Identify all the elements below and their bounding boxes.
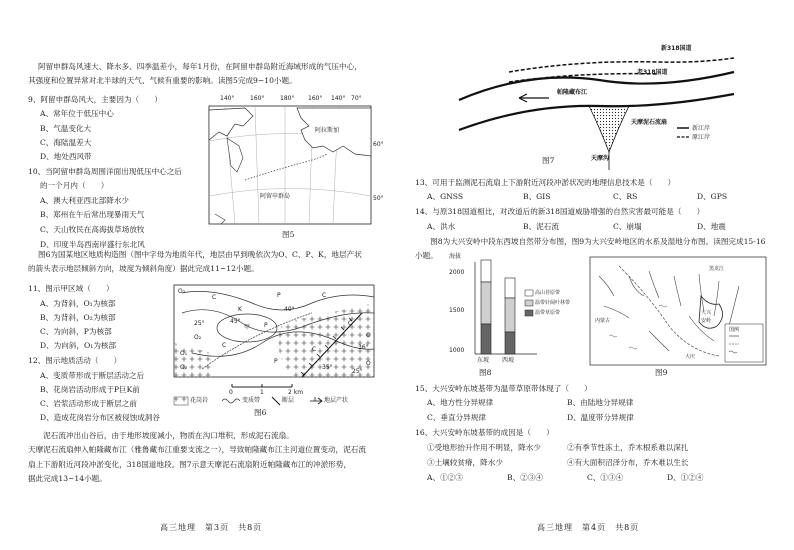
fig7-caption: 图7 bbox=[542, 156, 555, 165]
fig5-lon-1: 140° bbox=[220, 95, 235, 102]
fig9-place-daxing: 大兴 bbox=[701, 310, 712, 316]
fig6-legend-granite: 花岗岩 bbox=[190, 397, 209, 404]
passage-line-1: 泥石流冲出山谷后，由于地形坡度减小，物质在沟口堆积，形成泥石流扇。 bbox=[28, 431, 294, 440]
q16-statement-2: ②有季节性冻土，乔木根系难以深扎 bbox=[567, 443, 689, 452]
fig6-label-16: O bbox=[366, 360, 371, 367]
fig5-lon-4: 160° bbox=[308, 95, 323, 102]
figure-5-map bbox=[205, 95, 384, 224]
q10-stem-2: 的一个月内（ ） bbox=[40, 181, 109, 190]
q10-option-a: A、澳大利亚西北部降水少 bbox=[40, 196, 130, 205]
q15-option-c: C、垂直分异规律 bbox=[427, 413, 486, 422]
fig6-legend-fault: 断层 bbox=[282, 397, 295, 404]
fig8-intro-1: 图8为大兴安岭中段东西坡自然带分布图，图9为大兴安岭地区的水系及湿地分布图。读图完成15-16 bbox=[415, 237, 766, 246]
q12-option-c: C、岩浆活动形成于断层之前 bbox=[40, 399, 137, 408]
fig9-drawing bbox=[589, 256, 767, 366]
fig6-dip-6: 25° bbox=[352, 368, 363, 375]
q13-option-a: A、GNSS bbox=[427, 192, 464, 201]
fig6-dip-4: 40° bbox=[284, 306, 295, 313]
fig5-lat-60: 60° bbox=[373, 141, 384, 148]
fig7-gully-label: 天摩沟 bbox=[591, 155, 610, 162]
q13-option-c: C、RS bbox=[613, 192, 638, 201]
fig5-aleutian-label: 阿留申群岛 bbox=[260, 193, 291, 200]
fig6-label-jia: 甲 bbox=[244, 324, 251, 331]
fig8-xlabel-east: 东坡 bbox=[477, 357, 490, 364]
q13-stem: 13、可用于监测泥石流扇上下游附近河段冲淤状况的地理信息技术是（ ） bbox=[415, 178, 676, 187]
fig6-caption: 图6 bbox=[254, 408, 267, 417]
fig5-lat-50: 50° bbox=[373, 195, 384, 202]
fig8-drawing bbox=[447, 258, 587, 368]
passage-line-2: 天摩泥石流扇伸入帕隆藏布江（雅鲁藏布江重要支流之一），导致帕隆藏布江主河道位置变动，泥石流 bbox=[28, 445, 366, 454]
fig5-lon-3: 180° bbox=[280, 95, 295, 102]
fig6-label-5: K bbox=[238, 306, 242, 313]
q16-option-d: D、①②④ bbox=[667, 473, 704, 482]
fig6-label-9: C bbox=[222, 342, 227, 349]
fig8-xlabel-west: 西坡 bbox=[502, 357, 515, 364]
q16-option-b: B、②③④ bbox=[507, 473, 543, 482]
fig7-river-label: 帕隆藏布江 bbox=[557, 89, 588, 96]
fig6-dip-5: 35° bbox=[322, 364, 333, 371]
fig6-label-4: P bbox=[277, 292, 281, 299]
fig6-label-8: O₂ bbox=[194, 334, 202, 341]
fig9-legend-title: 图例 bbox=[729, 327, 740, 333]
fig5-alaska-label: 阿拉斯加 bbox=[315, 127, 340, 134]
fig6-legend-attitude: 地层产状 bbox=[324, 397, 349, 404]
q11-stem: 11、图示甲区域（ ） bbox=[28, 284, 114, 293]
fig5-map-drawing bbox=[205, 96, 375, 224]
q12-option-d: D、造成花岗岩分布区被侵蚀成洞谷 bbox=[40, 413, 160, 422]
q15-option-b: B、由陆地分异规律 bbox=[567, 398, 634, 407]
fig6-scale-0: 0 bbox=[229, 389, 233, 396]
q12-option-a: A、变质带形成于断层活动之后 bbox=[40, 371, 145, 380]
fig6-label-3: C bbox=[322, 292, 327, 299]
q10-option-b: B、郑州在午后常出现暴雨天气 bbox=[40, 210, 145, 219]
fig6-label-6: P bbox=[264, 322, 268, 329]
q9-option-a: A、常年位于低压中心 bbox=[40, 109, 114, 118]
fig8-ytick-1000: 1000 bbox=[449, 347, 465, 354]
fig6-label-14: O bbox=[366, 332, 371, 339]
q16-statement-3: ③土壤较贫瘠，降水少 bbox=[427, 458, 503, 467]
fig7-new-road: 新318国道 bbox=[661, 45, 692, 52]
fig5-lon-5: 140° bbox=[331, 95, 346, 102]
fig6-label-10: O₁ bbox=[180, 350, 188, 357]
fig7-fan-label: 天摩泥石流扇 bbox=[631, 119, 668, 126]
fig6-scale-2: 2 km bbox=[288, 389, 304, 396]
q11-option-a: A、为背斜，O₁为核部 bbox=[40, 299, 116, 308]
fig8-yaxis-title: 海拔 bbox=[449, 253, 462, 260]
fig9-place-daqing: 大庆 bbox=[685, 354, 696, 360]
q11-option-d: D、为向斜，O₁为核部 bbox=[40, 341, 117, 350]
q14-option-a: A、洪水 bbox=[427, 222, 456, 231]
fig6-label-2: C bbox=[212, 294, 217, 301]
q10-option-c: C、天山牧民在高海拔草场放牧 bbox=[40, 225, 145, 234]
q16-stem: 16、大兴安岭东坡基带的成因是（ ） bbox=[415, 428, 554, 437]
page-footer-3: 高三地理 第3页 共8页 bbox=[160, 523, 263, 532]
q16-statement-4: ④有大面积沼泽分布，乔木难以生长 bbox=[567, 458, 689, 467]
q14-option-c: C、崩塌 bbox=[613, 222, 642, 231]
fig6-dip-2: 36° bbox=[358, 344, 369, 351]
q12-stem: 12、图示地质活动（ ） bbox=[28, 356, 122, 365]
fig6-label-11: O₂ bbox=[180, 364, 188, 371]
q15-option-d: D、温度带分异规律 bbox=[567, 413, 634, 422]
fig8-caption: 图8 bbox=[479, 368, 492, 377]
figure-7-river bbox=[449, 42, 739, 170]
q15-stem: 15、大兴安岭东坡基带为温带草原带体现了（ ） bbox=[415, 384, 592, 393]
fig8-ytick-1500: 1500 bbox=[449, 307, 465, 314]
figure-6-geology bbox=[172, 283, 382, 418]
fig8-legend-tundra: 高山苔原带 bbox=[535, 290, 561, 296]
q9-option-c: C、海陆温差大 bbox=[40, 138, 92, 147]
q10-stem-1: 10、当阿留申群岛周围洋面出现低压中心之后 bbox=[28, 167, 182, 176]
fig7-old-road: 老318国道 bbox=[637, 69, 668, 76]
fig9-place-anling: 安岭 bbox=[701, 318, 712, 324]
q15-option-a: A、地方性分异规律 bbox=[427, 398, 494, 407]
q14-option-b: B、泥石流 bbox=[523, 222, 559, 231]
fig7-legend-new: 新江岸 bbox=[692, 125, 711, 132]
fig6-label-15: C bbox=[312, 346, 317, 353]
fig8-legend-steppe: 温带草原带 bbox=[535, 310, 561, 316]
fig6-label-12: P bbox=[274, 358, 278, 365]
fig8-ytick-2000: 2000 bbox=[449, 269, 465, 276]
fig6-scale-1: 1 bbox=[260, 389, 264, 396]
q10-option-d: D、印度半岛西南岸盛行东北风 bbox=[40, 240, 145, 249]
fig6-intro-2: 的箭头表示地层倾斜方向，坡度为倾斜角度）据此完成11~12小题。 bbox=[28, 264, 259, 273]
q14-stem: 14、与原318国道相比，对改道后的新318国道威胁增强的自然灾害最可能是（ ） bbox=[415, 207, 705, 216]
q16-option-a: A、①②③ bbox=[427, 473, 463, 482]
fig7-legend-old: 原江岸 bbox=[692, 134, 711, 141]
q13-option-d: D、GPS bbox=[697, 192, 728, 201]
q9-option-b: B、气温变化大 bbox=[40, 124, 92, 133]
q11-option-b: B、为背斜，O₂为核部 bbox=[40, 313, 116, 322]
fig9-place-inner-mongolia: 内蒙古 bbox=[595, 318, 611, 324]
fig6-dip-1: 25° bbox=[194, 320, 205, 327]
fig5-lon-2: 160° bbox=[250, 95, 265, 102]
q9-option-d: D、地处西风带 bbox=[40, 152, 92, 161]
fig9-place-heilongjiang: 黑龙江 bbox=[709, 266, 725, 272]
q13-option-b: B、GIS bbox=[523, 192, 551, 201]
fig6-legend-metamorphic: 变质带 bbox=[242, 397, 261, 404]
fig5-caption: 图5 bbox=[282, 230, 295, 239]
fig6-intro-1: 图6为国某地区地质构造图（图中字母为地质年代，地层由早到晚依次为O、C、P、K，地层产状 bbox=[38, 250, 362, 259]
right-page bbox=[397, 0, 794, 550]
figure-8-belts bbox=[447, 253, 587, 368]
passage-line-4: 据此完成13~14小题。 bbox=[28, 474, 107, 483]
fig5-lon-6: 70° bbox=[351, 95, 362, 102]
fig9-caption: 图9 bbox=[655, 368, 668, 377]
q16-option-c: C、①③④ bbox=[587, 473, 624, 482]
q16-statement-1: ①受地形抬升作用不明显，降水少 bbox=[427, 443, 541, 452]
q9-stem: 9、阿留申群岛风大，主要因为（ ） bbox=[28, 95, 162, 104]
fig8-legend-forest: 温带针阔叶林带 bbox=[535, 300, 571, 306]
passage-line-3: 扇上下游附近河段冲淤变化，318国道地段。图7示意天摩泥石流扇附近帕隆藏布江的冲淤形势， bbox=[28, 460, 352, 469]
q12-option-b: B、花岗岩活动形成于P巨K前 bbox=[40, 385, 140, 394]
page-footer-4: 高三地理 第4页 共8页 bbox=[537, 523, 640, 532]
fig6-label-1: O₂ bbox=[178, 288, 186, 295]
intro-line-2: 其强度和位置异常对北半球的天气、气候有重要的影响。读图5完成9~10小题。 bbox=[28, 76, 297, 85]
fig8-intro-2: 小题。 bbox=[415, 251, 438, 260]
fig6-dip-3: 45° bbox=[230, 318, 241, 325]
fig6-label-13: C bbox=[348, 320, 353, 327]
fig7-drawing bbox=[449, 42, 739, 170]
q14-option-d: D、地震 bbox=[697, 222, 726, 231]
intro-line-1: 阿留申群岛风速大、降水多、四季温差小，每年1月份，在阿留申群岛附近海域形成的气压中心， bbox=[38, 62, 362, 71]
figure-9-water-system bbox=[589, 256, 767, 366]
q11-option-c: C、为向斜，P为核部 bbox=[40, 327, 112, 336]
